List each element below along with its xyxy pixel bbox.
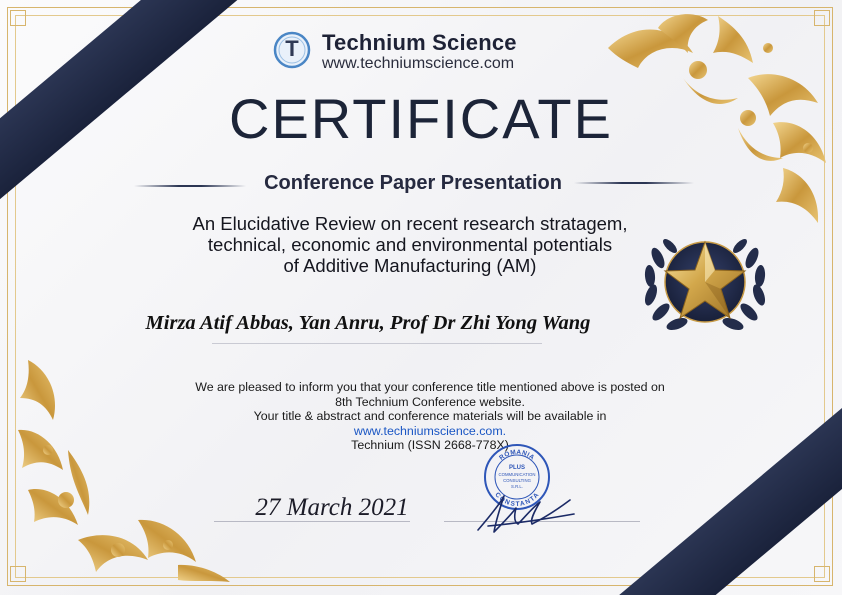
message-line: 8th Technium Conference website. [335, 394, 525, 409]
confirmation-message [150, 380, 710, 453]
stamp-line: COMMUNICATION [498, 472, 536, 477]
issue-date: 27 March 2021 [255, 494, 409, 521]
stamp-top-text: ROMANIA [498, 448, 536, 462]
certificate-title: CERTIFICATE [229, 87, 613, 150]
paper-title-line: An Elucidative Review on recent research stratagem, [192, 213, 628, 234]
technium-logo [272, 30, 312, 70]
logo-letter: T [285, 36, 299, 61]
handwritten-signature [470, 486, 580, 538]
brand-url: www.techniumscience.com [322, 55, 515, 72]
author-names: Mirza Atif Abbas, Yan Anru, Prof Dr Zhi Yong Wang [145, 312, 591, 334]
corner-square-bottom-right [814, 566, 830, 582]
stamp-line: PLUS [508, 465, 526, 471]
certificate-subtitle: Conference Paper Presentation [264, 172, 562, 194]
issn-line: Technium (ISSN 2668-778X) [351, 438, 509, 452]
brand-name: Technium Science [322, 30, 517, 55]
stamp-bottom-text: CONSTANTA [493, 491, 541, 509]
svg-text:ROMANIA [498, 449, 536, 462]
author-underline [212, 343, 542, 344]
message-line: We are pleased to inform you that your conference title mentioned above is posted on [195, 380, 665, 394]
paper-title [150, 213, 670, 276]
paper-title-line: technical, economic and environmental potentials [207, 234, 613, 255]
stamp-line: S.R.L. [511, 484, 523, 489]
message-line: Your title & abstract and conference materials will be available in [253, 409, 607, 423]
website-link[interactable]: www.techniumscience.com. [353, 423, 507, 438]
star-laurel-medal-icon [634, 218, 776, 342]
date-underline [214, 521, 410, 522]
corner-square-top-left [10, 10, 26, 26]
stamp-line: CONSULTING [503, 478, 531, 483]
paper-title-line: of Additive Manufacturing (AM) [283, 255, 537, 276]
